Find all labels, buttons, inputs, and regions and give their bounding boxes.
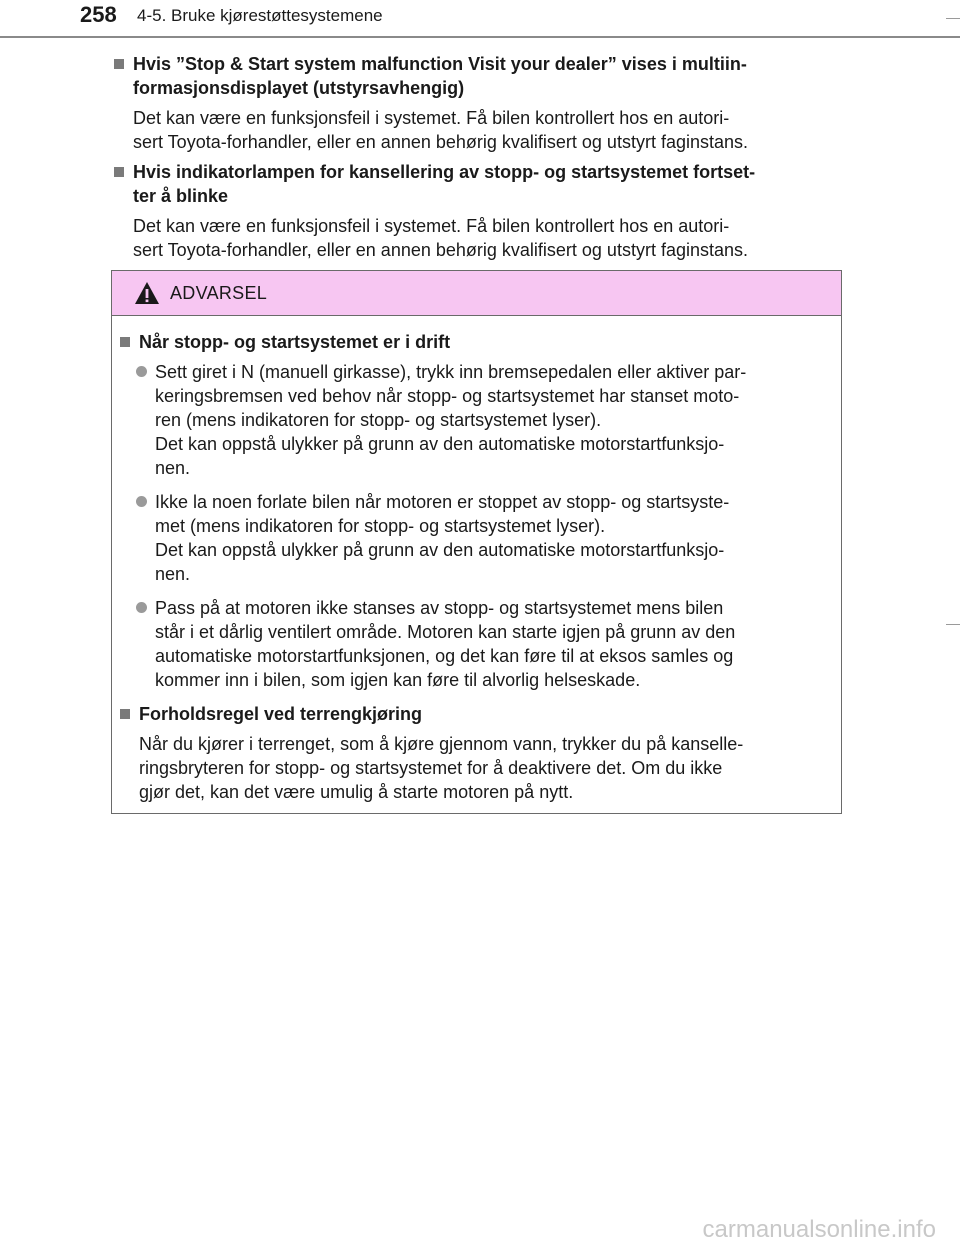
round-bullet-icon (136, 602, 147, 613)
square-bullet-icon (120, 709, 130, 719)
list-item (136, 596, 833, 692)
list-item-paragraph: Sett giret i N (manuell girkasse), trykk inn bremsepedalen eller aktiver par- keringsbremsen ved behov når stopp- og startsystemet har stanset moto- ren (mens indikatoren for stopp- og startsystemet lyser). (155, 362, 747, 430)
list-item-paragraph: Det kan oppstå ulykker på grunn av den automatiske motorstartfunksjo- nen. (155, 540, 725, 584)
square-bullet-icon (120, 337, 130, 347)
header-divider (0, 36, 960, 38)
subsection (112, 52, 842, 154)
list-item (136, 490, 833, 586)
warning-body (112, 316, 841, 804)
page-header (0, 0, 960, 40)
warning-section (120, 330, 833, 692)
square-bullet-icon (114, 167, 124, 177)
warning-section-body: Når du kjører i terrenget, som å kjøre gjennom vann, trykker du på kanselle- ringsbryteren for stopp- og startsystemet for å deaktivere det. Om du ikke gjør det, kan det være umulig å starte motoren på nytt. (139, 734, 744, 802)
subsection-heading (112, 160, 842, 208)
square-bullet-icon (114, 59, 124, 69)
section-title: 4-5. Bruke kjørestøttesystemene (137, 6, 383, 25)
subsection (112, 160, 842, 262)
subsection-heading-text: Hvis ”Stop & Start system malfunction Visit your dealer” vises i multiin- formasjonsdisplayet (utstyrsavhengig) (133, 54, 747, 98)
round-bullet-icon (136, 496, 147, 507)
list-item-paragraph: Det kan oppstå ulykker på grunn av den automatiske motorstartfunksjo- nen. (155, 434, 725, 478)
list-item (136, 360, 833, 480)
subsection-heading-text: Hvis indikatorlampen for kansellering av stopp- og startsystemet fortset- ter å blinke (133, 162, 756, 206)
warning-section-heading (120, 330, 833, 354)
list-item-text (155, 490, 833, 586)
margin-tick (946, 624, 960, 625)
list-item-text (155, 596, 833, 692)
watermark: carmanualsonline.info (702, 1216, 936, 1243)
warning-section-heading-text: Når stopp- og startsystemet er i drift (139, 332, 451, 352)
warning-box (111, 270, 842, 814)
subsection-body: Det kan være en funksjonsfeil i systemet. Få bilen kontrollert hos en autori- sert Toyota-forhandler, eller en annen behørig kvalifisert og utstyrt faginstans. (133, 216, 748, 260)
round-bullet-icon (136, 366, 147, 377)
list-item-text (155, 360, 833, 480)
subsection-body: Det kan være en funksjonsfeil i systemet. Få bilen kontrollert hos en autori- sert Toyota-forhandler, eller en annen behørig kvalifisert og utstyrt faginstans. (133, 108, 748, 152)
warning-header (112, 271, 841, 316)
warning-title: ADVARSEL (170, 283, 268, 303)
list-item-paragraph: Pass på at motoren ikke stanses av stopp- og startsystemet mens bilen står i et dårlig ventilert område. Motoren kan starte igjen på grunn av den automatiske motorstartfunksjonen, og det kan føre til at eksos samles og kommer inn i bilen, som igjen kan føre til alvorlig helseskade. (155, 598, 736, 690)
main-content (112, 52, 842, 268)
warning-section-heading-text: Forholdsregel ved terrengkjøring (139, 704, 423, 724)
subsection-heading (112, 52, 842, 100)
warning-section-heading (120, 702, 833, 726)
warning-triangle-icon (134, 281, 160, 305)
page-number: 258 (80, 2, 117, 27)
warning-section (120, 702, 833, 804)
list-item-paragraph: Ikke la noen forlate bilen når motoren er stoppet av stopp- og startsyste- met (mens indikatoren for stopp- og startsystemet lyser). (155, 492, 730, 536)
margin-tick (946, 18, 960, 19)
